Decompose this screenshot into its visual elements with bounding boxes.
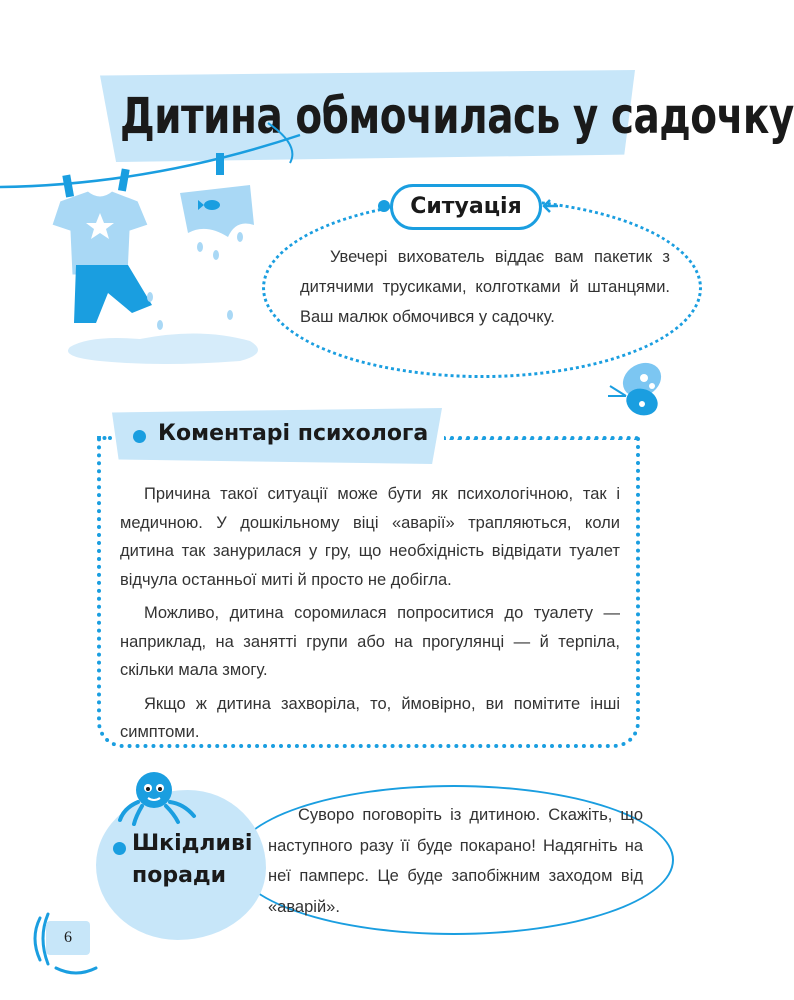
psychologist-title: Коментарі психолога	[158, 421, 429, 446]
bad-advice-title-line2: поради	[132, 863, 227, 888]
octopus-icon	[118, 768, 198, 824]
bad-advice-text: Суворо поговоріть із дитиною. Скажіть, що наступного разу її буде покарано! Надягніть на неї памперс. Це буде запобіжним заходом від «аварій».	[268, 806, 643, 916]
psychologist-paragraph: Якщо ж дитина захворіла, то, ймовірно, ви помітите інші симптоми.	[120, 694, 620, 741]
psychologist-paragraph: Причина такої ситуації може бути як психологічною, так і медичною. У дошкільному віці «аварії» трапляються, коли дитина так занурилася у гру, що необхідність відвідати туалет відчула останньої миті й просто не добігла.	[120, 485, 620, 589]
arrow-left-icon	[540, 196, 560, 216]
situation-label: Ситуація	[390, 184, 542, 230]
clothesline-illustration	[0, 115, 310, 365]
psychologist-bullet	[133, 430, 146, 443]
psychologist-text	[120, 480, 620, 752]
psychologist-paragraph: Можливо, дитина соромилася попроситися до туалету — наприклад, на занятті групи або на прогулянці — й терпіла, скільки мала змогу.	[120, 604, 620, 679]
page-number: 6	[46, 921, 90, 955]
psychologist-box-top	[444, 436, 640, 440]
bad-advice-title-line1: Шкідливі	[132, 831, 253, 856]
bad-advice-bullet	[113, 842, 126, 855]
situation-bullet	[378, 200, 390, 212]
psychologist-box-top-left	[97, 436, 112, 440]
bad-advice-title	[132, 828, 252, 892]
butterfly-icon	[602, 356, 668, 422]
situation-text: Увечері вихователь віддає вам пакетик з дитячими трусиками, колготками й штанцями. Ваш малюк обмочився у садочку.	[300, 248, 670, 326]
page-title: Дитина обмочилась у садочку	[120, 88, 794, 146]
